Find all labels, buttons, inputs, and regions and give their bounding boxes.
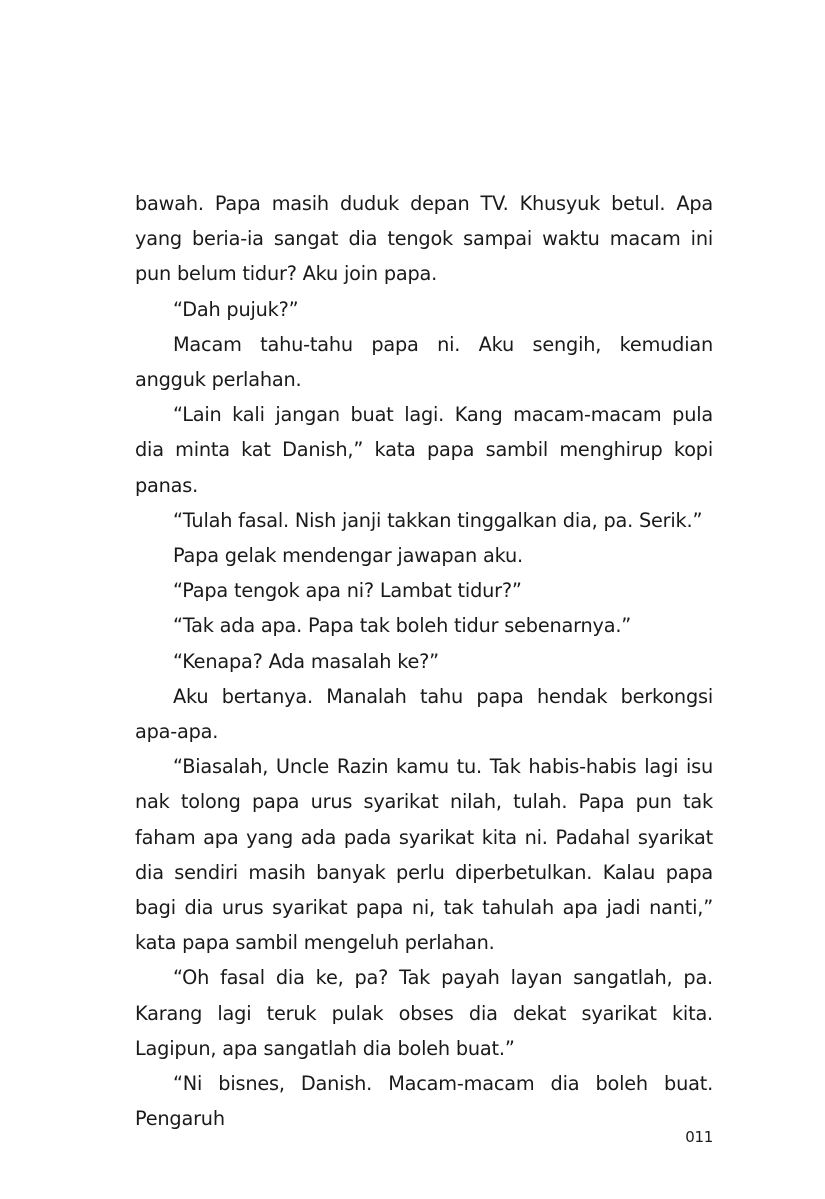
page-number: 011 — [685, 1128, 713, 1146]
paragraph: Aku bertanya. Manalah tahu papa hendak berkongsi apa-apa. — [135, 684, 713, 744]
body-text — [135, 186, 713, 1136]
paragraph: “Ni bisnes, Danish. Macam-macam dia boleh buat. Pengaruh — [135, 1072, 713, 1131]
paragraph: “Biasalah, Uncle Razin kamu tu. Tak habis-habis lagi isu nak tolong papa urus syarikat nilah, tulah. Papa pun tak faham apa yang ada pada syarikat kita ni. Padahal syarikat dia sendiri masih banyak perlu diperbetulkan. Kalau papa bagi dia urus syarikat papa ni, tak tahulah apa jadi nanti,” kata papa sambil mengeluh perlahan. — [135, 755, 713, 955]
paragraph: “Tak ada apa. Papa tak boleh tidur sebenarnya.” — [173, 614, 632, 638]
paragraph: Papa gelak mendengar jawapan aku. — [173, 544, 523, 568]
paragraph: Macam tahu-tahu papa ni. Aku sengih, kemudian angguk perlahan. — [135, 332, 713, 392]
paragraph: “Lain kali jangan buat lagi. Kang macam-macam pula dia minta kat Danish,” kata papa sambil menghirup kopi panas. — [135, 403, 713, 497]
paragraph: “Kenapa? Ada masalah ke?” — [173, 649, 439, 673]
paragraph: bawah. Papa masih duduk depan TV. Khusyuk betul. Apa yang beria-ia sangat dia tengok sampai waktu macam ini pun belum tidur? Aku join papa. — [135, 192, 713, 286]
paragraph: “Tulah fasal. Nish janji takkan tinggalkan dia, pa. Serik.” — [173, 508, 703, 532]
paragraph: “Oh fasal dia ke, pa? Tak payah layan sangatlah, pa. Karang lagi teruk pulak obses dia dekat syarikat kita. Lagipun, apa sangatlah dia boleh buat.” — [135, 966, 713, 1060]
paragraph: “Papa tengok apa ni? Lambat tidur?” — [173, 579, 522, 603]
paragraph: “Dah pujuk?” — [173, 297, 299, 321]
